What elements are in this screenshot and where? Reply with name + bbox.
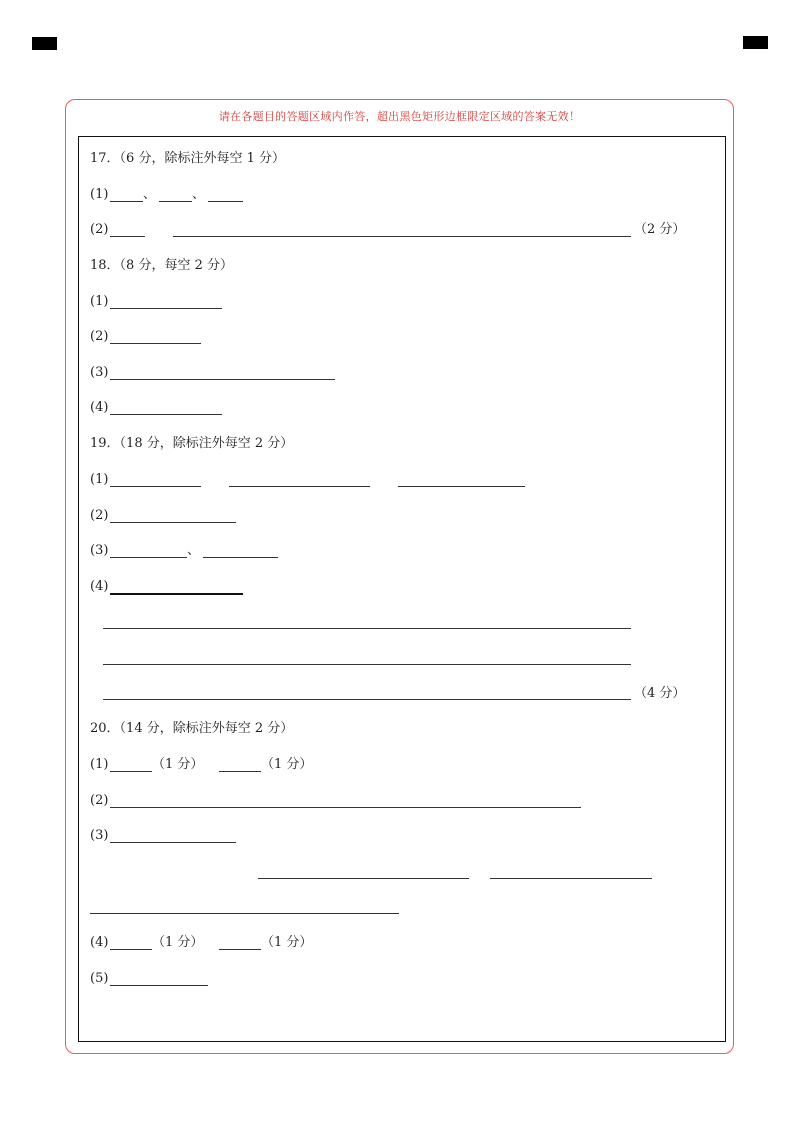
q17-part1-label: (1) bbox=[90, 187, 109, 202]
q20-blank-3a[interactable] bbox=[110, 842, 236, 843]
q17-header: 17．（6 分，除标注外每空 1 分） bbox=[90, 151, 285, 166]
q18-header: 18．（8 分，每空 2 分） bbox=[90, 258, 233, 273]
q17-blank-1c[interactable] bbox=[208, 201, 243, 202]
q20-part4-label: (4) bbox=[90, 935, 109, 950]
q20-blank-4a[interactable] bbox=[110, 949, 152, 950]
q19-blank-4a[interactable] bbox=[110, 593, 243, 595]
q18-blank-3[interactable] bbox=[110, 379, 335, 380]
q19-part1-label: (1) bbox=[90, 472, 109, 487]
q20-blank-1b[interactable] bbox=[219, 771, 261, 772]
q20-part2-label: (2) bbox=[90, 793, 109, 808]
q17-blank-2a[interactable] bbox=[110, 236, 145, 237]
q18-blank-2[interactable] bbox=[110, 343, 201, 344]
q18-part2-label: (2) bbox=[90, 329, 109, 344]
q17-separator-1: 、 bbox=[143, 187, 157, 202]
q20-part1-score-a: （1 分） bbox=[152, 757, 204, 772]
q19-blank-1b[interactable] bbox=[229, 486, 370, 487]
q19-answer-line-3[interactable] bbox=[103, 699, 631, 700]
q18-blank-1[interactable] bbox=[110, 308, 222, 309]
q18-part3-label: (3) bbox=[90, 365, 109, 380]
q19-blank-3a[interactable] bbox=[110, 557, 187, 558]
q18-part4-label: (4) bbox=[90, 400, 109, 415]
q20-part3-label: (3) bbox=[90, 828, 109, 843]
corner-marker-right bbox=[743, 36, 768, 49]
q17-blank-2b[interactable] bbox=[173, 236, 631, 237]
q20-part5-label: (5) bbox=[90, 971, 109, 986]
q20-blank-3c[interactable] bbox=[490, 878, 652, 879]
q20-part4-score-a: （1 分） bbox=[152, 935, 204, 950]
q19-blank-3b[interactable] bbox=[203, 557, 278, 558]
q19-header: 19．（18 分，除标注外每空 2 分） bbox=[90, 436, 294, 451]
q20-blank-1a[interactable] bbox=[110, 771, 152, 772]
q20-header: 20．（14 分，除标注外每空 2 分） bbox=[90, 721, 294, 736]
q18-part1-label: (1) bbox=[90, 294, 109, 309]
q17-separator-2: 、 bbox=[192, 187, 206, 202]
q18-blank-4[interactable] bbox=[110, 414, 222, 415]
q19-separator-3: 、 bbox=[187, 543, 201, 558]
q20-blank-2[interactable] bbox=[110, 807, 581, 808]
q17-part2-label: (2) bbox=[90, 222, 109, 237]
q20-blank-3b[interactable] bbox=[258, 878, 469, 879]
q19-blank-2[interactable] bbox=[110, 522, 236, 523]
q20-part4-score-b: （1 分） bbox=[261, 935, 313, 950]
corner-marker-left bbox=[32, 37, 57, 50]
q19-blank-1c[interactable] bbox=[398, 486, 525, 487]
q17-blank-1a[interactable] bbox=[110, 201, 143, 202]
q19-answer-line-1[interactable] bbox=[103, 628, 631, 629]
q19-answer-line-2[interactable] bbox=[103, 664, 631, 665]
q20-blank-4b[interactable] bbox=[219, 949, 261, 950]
q19-part4-score: （4 分） bbox=[634, 686, 686, 701]
q19-blank-1a[interactable] bbox=[110, 486, 201, 487]
q20-blank-3d[interactable] bbox=[90, 913, 399, 914]
q19-part2-label: (2) bbox=[90, 508, 109, 523]
q17-part2-score: （2 分） bbox=[634, 222, 686, 237]
q19-part4-label: (4) bbox=[90, 579, 109, 594]
q20-part1-label: (1) bbox=[90, 757, 109, 772]
q20-blank-5[interactable] bbox=[110, 985, 208, 986]
answer-notice: 请在各题目的答题区域内作答，超出黑色矩形边框限定区域的答案无效！ bbox=[218, 110, 581, 123]
q20-part1-score-b: （1 分） bbox=[261, 757, 313, 772]
q19-part3-label: (3) bbox=[90, 543, 109, 558]
q17-blank-1b[interactable] bbox=[159, 201, 192, 202]
